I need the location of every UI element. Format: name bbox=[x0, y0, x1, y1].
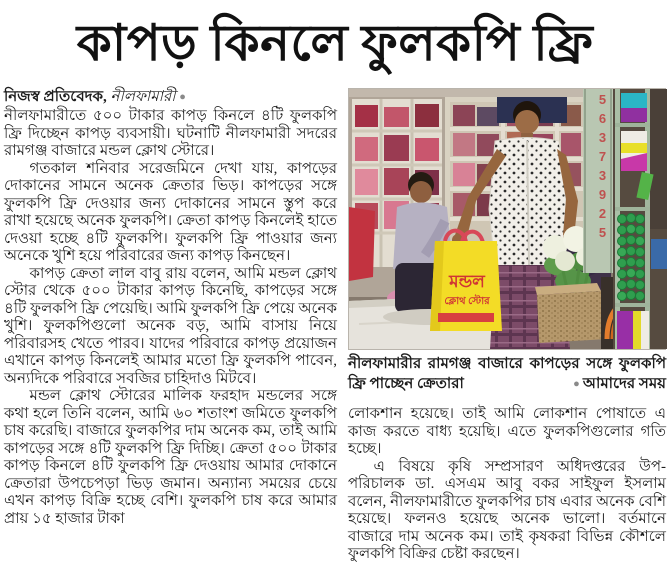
headline: কাপড় কিনলে ফুলকপি ফ্রি bbox=[76, 15, 594, 71]
post-phone-number: 56373925 bbox=[595, 92, 610, 244]
paragraph-6: এ বিষয়ে কৃষি সম্প্রসারণ অধিদপ্তরের উপ-পরিচালক ডা. এসএম আবু বকর সাইফুল ইসলাম বলেন, নীলফামারীতে ফুলকপির চাষ এবার অনেক বেশি হয়েছে। ফলনও হয়েছে অনেক ভালো। বর্তমানে বাজারে দাম অনেক কম। তাই কৃষকরা বিভিন্ন কৌশলে ফুলকপি বিক্রির চেষ্টা করছেন। bbox=[348, 458, 666, 562]
credit-bullet-icon: ● bbox=[573, 377, 580, 390]
credit-name: আমাদের সময় bbox=[582, 375, 666, 392]
photo-illustration bbox=[349, 89, 667, 349]
right-rack bbox=[613, 89, 667, 349]
left-column bbox=[4, 88, 337, 564]
right-column-text bbox=[348, 406, 666, 564]
bag-text-line2: ক্লোথ স্টোর bbox=[444, 296, 490, 307]
cyan-box bbox=[621, 93, 647, 108]
photo-caption bbox=[348, 355, 666, 394]
news-photo bbox=[348, 88, 666, 350]
paragraph-2: গতকাল শনিবার সরেজমিনে দেখা যায়, কাপড়ের দোকানের সামনে অনেক ক্রেতার ভিড়। কাপড়ের সঙ্গে ফুলকপি ফ্রি দেওয়ার জন্য দোকানের সামনে স্তুপ করে রাখা হয়েছে অনেক ফুলকপি। ক্রেতা কাপড় কিনলেই হাতে দেওয়া হচ্ছে ৪টি ফুলকপি। ফুলকপি ফ্রি পাওয়ার জন্য অনেকে খুশি হয়ে পরিবারের জন্য কাপড় কিনছেন। bbox=[4, 160, 337, 264]
right-column bbox=[348, 88, 666, 564]
paragraph-1: নীলফামারীতে ৫০০ টাকার কাপড় কিনলে ৪টি ফুলকপি ফ্রি দিচ্ছেন কাপড় ব্যবসায়ী। ঘটনাটি নীলফামারী সদরের রামগঞ্জ বাজারে মন্ডল ক্লোথ স্টোরে। bbox=[4, 108, 337, 159]
bag-text-line1: মন্ডল bbox=[449, 272, 485, 291]
woven-basket bbox=[535, 283, 607, 343]
blue-stool bbox=[651, 239, 667, 269]
standing-man-face bbox=[515, 110, 539, 134]
byline bbox=[4, 88, 337, 107]
byline-reporter: নিজস্ব প্রতিবেদক, bbox=[4, 89, 107, 105]
byline-location: নীলফামারী bbox=[110, 89, 176, 105]
photo-credit bbox=[567, 375, 666, 395]
byline-bullet-icon: ● bbox=[179, 91, 186, 103]
paragraph-4: মন্ডল ক্লোথ স্টোরের মালিক ফরহাদ মন্ডলের সঙ্গে কথা হলে তিনি বলেন, আমি ৬০ শতাংশ জমিতে ফুলকপি চাষ করেছি। বাজারে ফুলকপির দাম অনেক কম, তাই আমি কাপড়ের সঙ্গে ৪টি ফুলকপি ফ্রি দিচ্ছি। ক্রেতা ৫০০ টাকার কাপড় কিনলে ৪টি ফুলকপি ফ্রি দেওয়ায় আমার দোকানে ক্রেতারা উপচেপড়া ভিড় জমান। অন্যান্য সময়ের চেয়ে এখন কাপড় বিক্রি হচ্ছে বেশি। ফুলকপি চাষ করে আমার প্রায় ১৫ হাজার টাকা bbox=[4, 388, 337, 527]
caption-text: নীলফামারীর রামগঞ্জ বাজারে কাপড়ের সঙ্গে ফুলকপি ফ্রি পাচ্ছেন ক্রেতারা bbox=[348, 356, 666, 392]
article-columns bbox=[4, 88, 666, 564]
kneeling-man-face bbox=[410, 181, 432, 203]
paragraph-5: লোকশান হয়েছে। তাই আমি লোকশান পোষাতে এ কাজ করতে বাধ্য হয়েছি। এতে ফুলকপিগুলোর গতি হচ্ছে। bbox=[348, 406, 666, 457]
yellow-bag bbox=[430, 231, 502, 331]
paragraph-3: কাপড় ক্রেতা লাল বাবু রায় বলেন, আমি মন্ডল ক্লোথ স্টোর থেকে ৫০০ টাকার কাপড় কিনেছি, কাপড়ের সঙ্গে ৪টি ফুলকপি ফ্রি পেয়েছি। আমি ফুলকপি ফ্রি পেয়ে অনেক খুশি। ফুলকপিগুলো অনেক বড়, আমি বাসায় নিয়ে পরিবারসহ খেতে পারব। যাদের পরিবারে কাপড় প্রয়োজন এখানে কাপড় কিনলেই আমার মতো ফ্রি ফুলকপি পাবেন, অন্যদিকে পরিবারে সবজির চাহিদাও মিটবে। bbox=[4, 265, 337, 387]
hanging-red-cloth bbox=[349, 207, 375, 281]
purple-box bbox=[621, 108, 647, 122]
